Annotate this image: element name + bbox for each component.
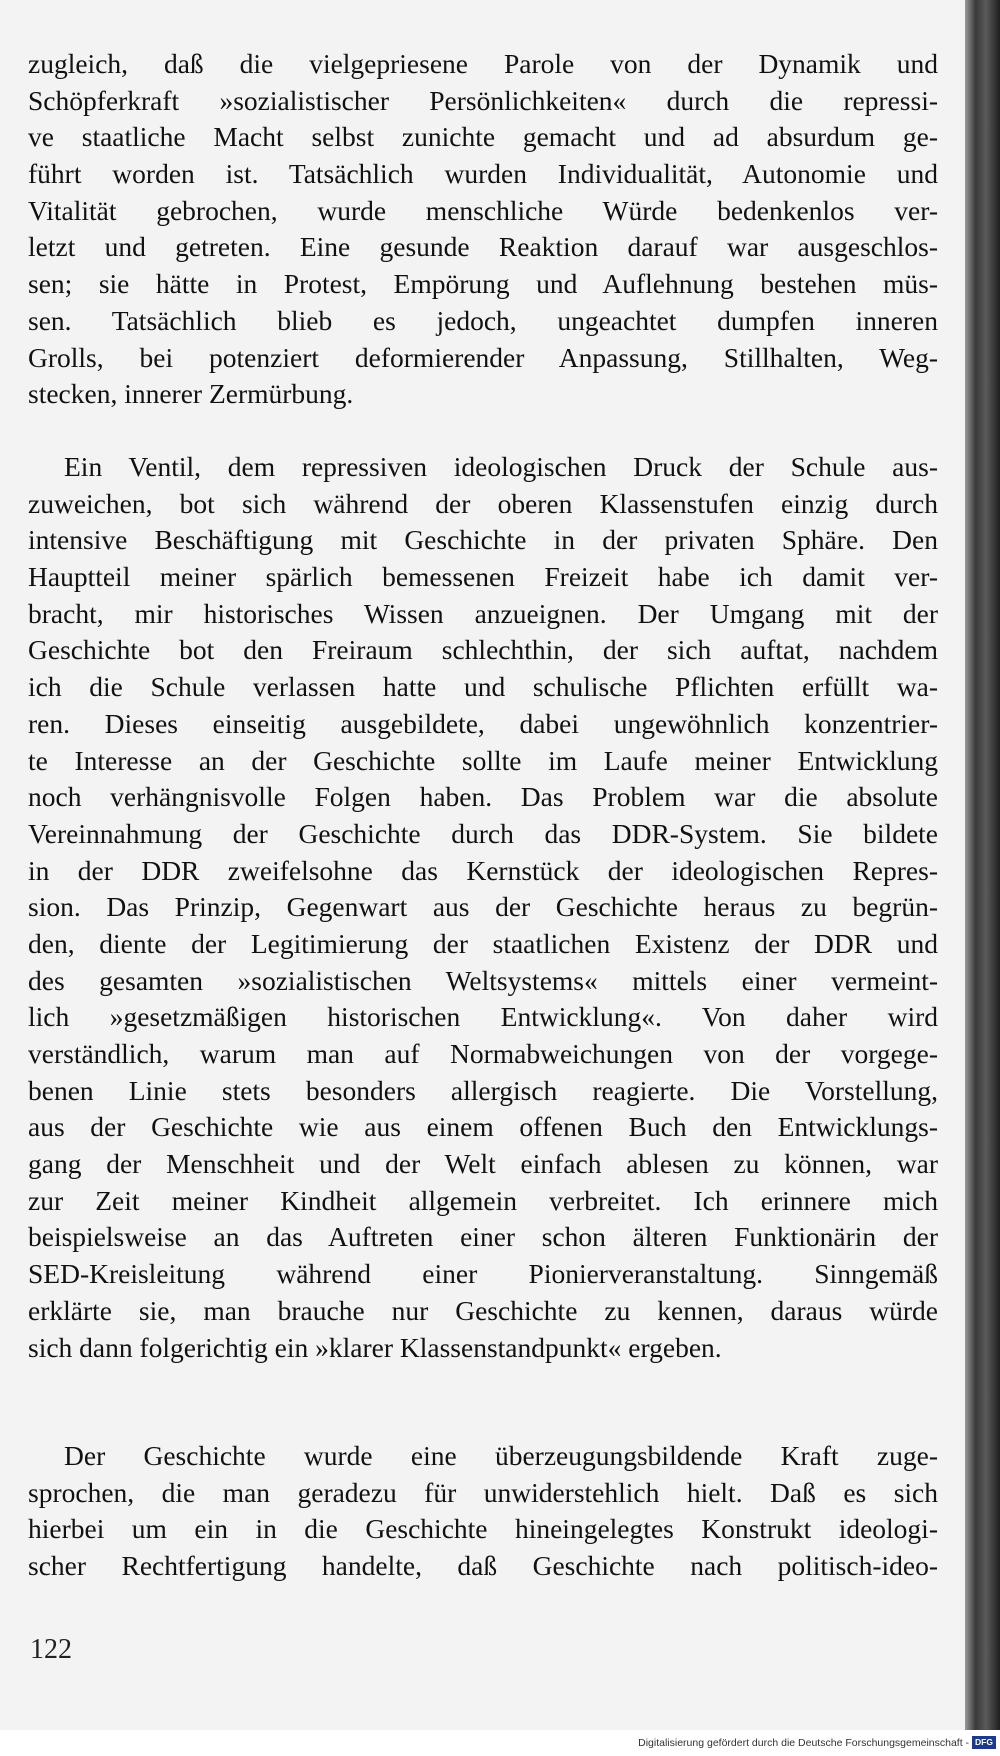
text-line: sen. Tatsächlich blieb es jedoch, ungeachtet dumpfen inneren [28,304,938,336]
text-line: Geschichte bot den Freiraum schlechthin, der sich auftat, nachdem [28,634,938,666]
text-line: intensive Beschäftigung mit Geschichte in der privaten Sphäre. Den [28,524,938,556]
text-line: führt worden ist. Tatsächlich wurden Individualität, Autonomie und [28,158,938,190]
text-line: sen; sie hätte in Protest, Empörung und Auflehnung bestehen müs- [28,268,938,300]
text-line: stecken, innerer Zermürbung. [28,378,354,410]
text-line: benen Linie stets besonders allergisch reagierte. Die Vorstellung, [28,1074,938,1106]
text-line: den, diente der Legitimierung der staatlichen Existenz der DDR und [28,927,938,959]
text-line: zur Zeit meiner Kindheit allgemein verbreitet. Ich erinnere mich [28,1184,938,1216]
text-line: lich »gesetzmäßigen historischen Entwicklung«. Von daher wird [28,1001,938,1033]
book-binding-edge [965,0,1000,1730]
text-line: Schöpferkraft »sozialistischer Persönlichkeiten« durch die repressi- [28,84,938,116]
text-line: Ein Ventil, dem repressiven ideologischen Druck der Schule aus- [64,451,938,482]
text-line: erklärte sie, man brauche nur Geschichte zu kennen, daraus würde [28,1294,938,1326]
text-line: Der Geschichte wurde eine überzeugungsbildende Kraft zuge- [64,1440,938,1471]
text-line: Vereinnahmung der Geschichte durch das DDR-System. Sie bildete [28,817,938,849]
text-line: ve staatliche Macht selbst zunichte gemacht und ad absurdum ge- [28,121,938,153]
text-line: ren. Dieses einseitig ausgebildete, dabei ungewöhnlich konzentrier- [28,707,938,739]
text-line: Hauptteil meiner spärlich bemessenen Freizeit habe ich damit ver- [28,561,938,593]
paragraph-1 [28,46,938,413]
funding-notice: Digitalisierung gefördert durch die Deutsche Forschungsgemeinschaft - [638,1736,970,1749]
text-line: beispielsweise an das Auftreten einer schon älteren Funktionärin der [28,1221,938,1253]
dfg-logo: DFG [972,1736,996,1749]
text-line: SED-Kreisleitung während einer Pionierveranstaltung. Sinngemäß [28,1258,938,1290]
text-line: sprochen, die man geradezu für unwiderstehlich hielt. Daß es sich [28,1476,938,1508]
text-line: hierbei um ein in die Geschichte hineingelegtes Konstrukt ideologi- [28,1513,938,1545]
text-line: letzt und getreten. Eine gesunde Reaktion darauf war ausgeschlos- [28,231,938,263]
page-number: 122 [30,1634,72,1665]
text-line: te Interesse an der Geschichte sollte im Laufe meiner Entwicklung [28,744,938,776]
text-line: Vitalität gebrochen, wurde menschliche Würde bedenkenlos ver- [28,194,938,226]
text-line: noch verhängnisvolle Folgen haben. Das Problem war die absolute [28,781,938,813]
paragraph-2 [28,449,938,1366]
text-line: bracht, mir historisches Wissen anzueignen. Der Umgang mit der [28,597,938,629]
text-line: sion. Das Prinzip, Gegenwart aus der Geschichte heraus zu begrün- [28,891,938,923]
paragraph-3 [28,1438,938,1585]
text-line: zuweichen, bot sich während der oberen Klassenstufen einzig durch [28,487,938,519]
text-line: sich dann folgerichtig ein »klarer Klassenstandpunkt« ergeben. [28,1331,722,1363]
text-line: in der DDR zweifelsohne das Kernstück der ideologischen Repres- [28,854,938,886]
text-line: aus der Geschichte wie aus einem offenen Buch den Entwicklungs- [28,1111,938,1143]
text-line: Grolls, bei potenziert deformierender Anpassung, Stillhalten, Weg- [28,341,938,373]
text-line: des gesamten »sozialistischen Weltsystems« mittels einer vermeint- [28,964,938,996]
text-line: zugleich, daß die vielgepriesene Parole von der Dynamik und [28,48,938,79]
text-line: scher Rechtfertigung handelte, daß Geschichte nach politisch-ideo- [28,1550,938,1582]
digitization-footer [638,1736,996,1749]
text-line: verständlich, warum man auf Normabweichungen von der vorgege- [28,1038,938,1069]
text-line: ich die Schule verlassen hatte und schulische Pflichten erfüllt wa- [28,671,938,703]
text-line: gang der Menschheit und der Welt einfach ablesen zu können, war [28,1148,938,1180]
